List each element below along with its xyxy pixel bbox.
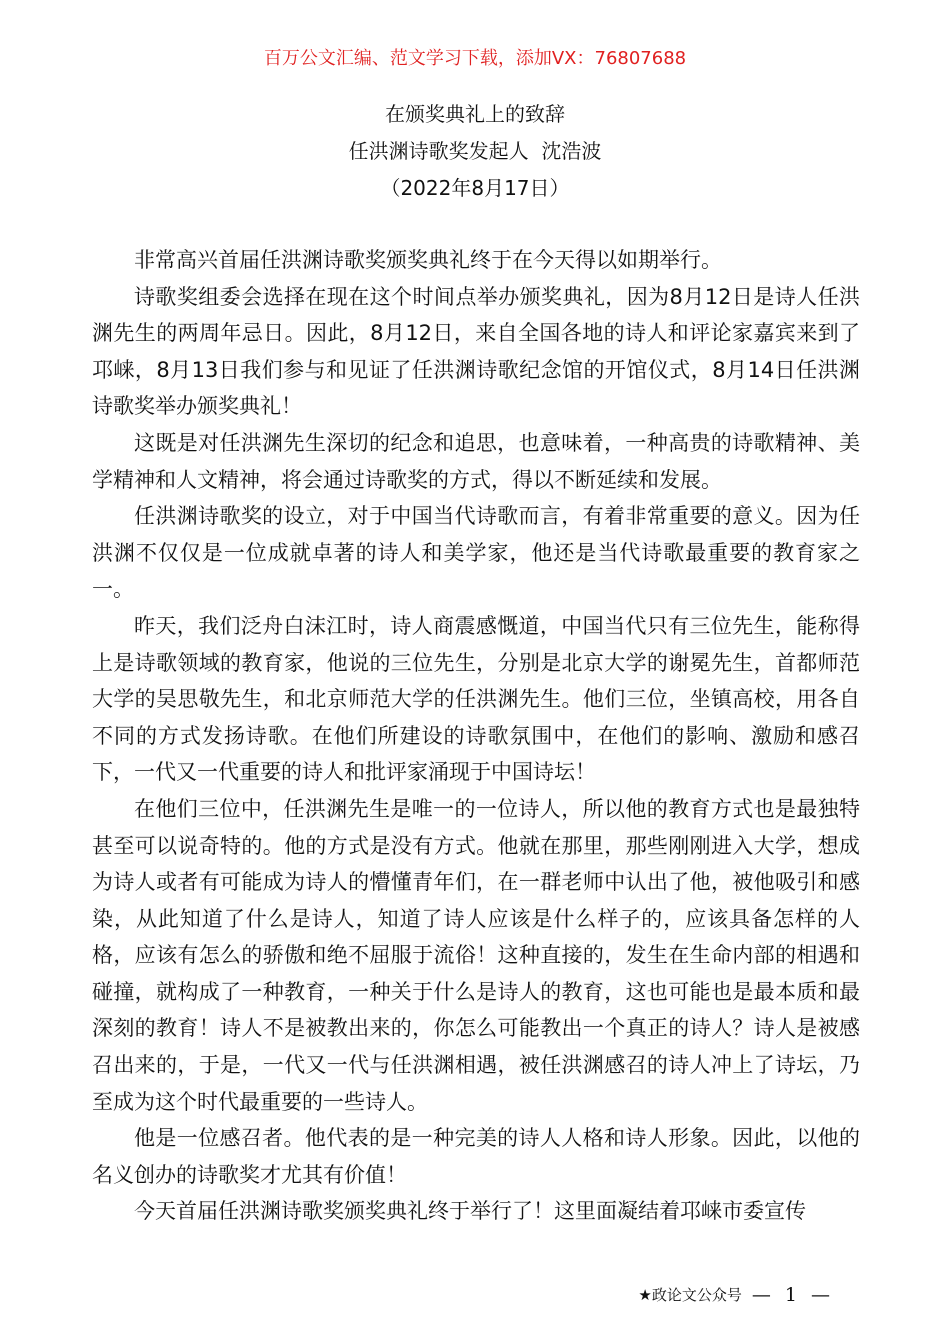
paragraph: 昨天，我们泛舟白沫江时，诗人商震感慨道，中国当代只有三位先生，能称得上是诗歌领域的教育家，他说的三位先生，分别是北京大学的谢冕先生，首都师范大学的吴思敬先生，和北京师范大学的任洪渊先生。他们三位，坐镇高校，用各自不同的方式发扬诗歌。在他们所建设的诗歌氛围中，在他们的影响、激励和感召下，一代又一代重要的诗人和批评家涌现于中国诗坛！ bbox=[92, 613, 860, 785]
footer-source: ★政论文公众号 bbox=[638, 1286, 742, 1304]
paragraph: 任洪渊诗歌奖的设立，对于中国当代诗歌而言，有着非常重要的意义。因为任洪渊不仅仅是一位成就卓著的诗人和美学家，他还是当代诗歌最重要的教育家之一。 bbox=[92, 504, 860, 602]
speech-author: 任洪渊诗歌奖发起人 沈浩波 bbox=[348, 139, 602, 163]
paragraph: 在他们三位中，任洪渊先生是唯一的一位诗人，所以他的教育方式也是最独特甚至可以说奇特的。他的方式是没有方式。他就在那里，那些刚刚进入大学，想成为诗人或者有可能成为诗人的懵懂青年们，在一群老师中认出了他，被他吸引和感染，从此知道了什么是诗人，知道了诗人应该是什么样子的，应该具备怎样的人格，应该有怎么的骄傲和绝不屈服于流俗！这种直接的，发生在生命内部的相遇和碰撞，就构成了一种教育，一种关于什么是诗人的教育，这也可能也是最本质和最深刻的教育！诗人不是被教出来的，你怎么可能教出一个真正的诗人？诗人是被感召出来的，于是，一代又一代与任洪渊相遇，被任洪渊感召的诗人冲上了诗坛，乃至成为这个时代最重要的一些诗人。 bbox=[92, 796, 860, 1114]
title-block bbox=[0, 96, 950, 207]
page-number: — 1 — bbox=[751, 1284, 834, 1306]
page-footer bbox=[638, 1283, 834, 1307]
paragraph: 诗歌奖组委会选择在现在这个时间点举办颁奖典礼，因为8月12日是诗人任洪渊先生的两周年忌日。因此，8月12日，来自全国各地的诗人和评论家嘉宾来到了邛崃，8月13日我们参与和见证了任洪渊诗歌纪念馆的开馆仪式，8月14日任洪渊诗歌奖举办颁奖典礼！ bbox=[92, 284, 860, 419]
watermark-text: 百万公文汇编、范文学习下载，添加VX：76807688 bbox=[263, 48, 687, 69]
paragraph: 非常高兴首届任洪渊诗歌奖颁奖典礼终于在今天得以如期举行。 bbox=[134, 248, 722, 272]
speech-title: 在颁奖典礼上的致辞 bbox=[385, 102, 565, 126]
speech-date: （2022年8月17日） bbox=[380, 176, 570, 200]
paragraph: 这既是对任洪渊先生深切的纪念和追思，也意味着，一种高贵的诗歌精神、美学精神和人文精神，将会通过诗歌奖的方式，得以不断延续和发展。 bbox=[92, 430, 860, 492]
paragraph: 今天首届任洪渊诗歌奖颁奖典礼终于举行了！这里面凝结着邛崃市委宣传 bbox=[134, 1199, 806, 1224]
speech-body bbox=[92, 242, 860, 1230]
paragraph: 他是一位感召者。他代表的是一种完美的诗人人格和诗人形象。因此，以他的名义创办的诗歌奖才尤其有价值！ bbox=[92, 1126, 860, 1187]
